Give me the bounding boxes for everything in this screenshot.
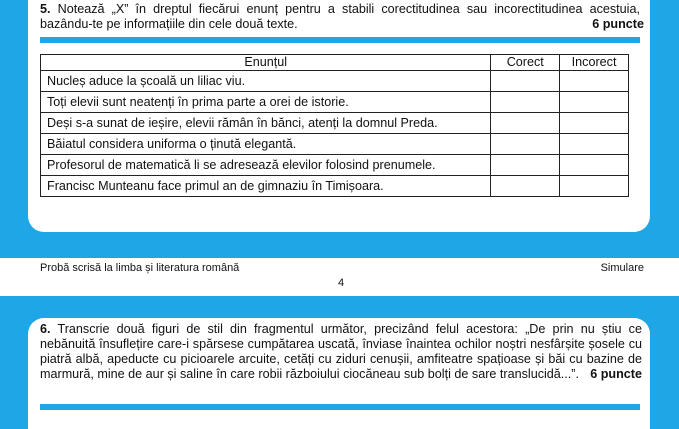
- footer-exam-type: Simulare: [600, 262, 644, 274]
- table-row: [41, 155, 629, 176]
- statement-cell: Băiatul considera uniforma o ținută elegantă.: [41, 134, 491, 155]
- correct-checkbox-cell[interactable]: [491, 92, 560, 113]
- incorrect-checkbox-cell[interactable]: [560, 113, 629, 134]
- question-5-number: 5.: [40, 2, 51, 16]
- question-5-text: [40, 2, 640, 32]
- incorrect-checkbox-cell[interactable]: [560, 92, 629, 113]
- header-incorrect: Incorect: [560, 55, 629, 71]
- question-6-instruction: Transcrie două figuri de stil din fragmentul următor, precizând felul acestora: „De prin nu știu ce nebănuită însuflețire care-i spărsese cumpătarea uscată, înviase înaintea ochilor noștri nesfârșite șosele cu piatră albă, apeducte cu picioarele arcuite, cetăți cu ziduri cenușii, amfiteatre spațioase și băi cu bazine de marmură, mine de aur și saline în care robii războiului ciocăneau sub bolți de sare translucidă...”.: [40, 322, 642, 381]
- answer-line: [40, 404, 640, 410]
- statement-cell: Profesorul de matematică li se adresează elevilor folosind prenumele.: [41, 155, 491, 176]
- table-header-row: [41, 55, 629, 71]
- question-6-points: 6 puncte: [590, 367, 642, 381]
- page-number: 4: [338, 277, 345, 289]
- statement-cell: Nucleș aduce la școală un liliac viu.: [41, 71, 491, 92]
- correct-checkbox-cell[interactable]: [491, 176, 560, 197]
- question-6-text: [40, 322, 642, 382]
- incorrect-checkbox-cell[interactable]: [560, 134, 629, 155]
- table-row: [41, 92, 629, 113]
- header-correct: Corect: [491, 55, 560, 71]
- statement-cell: Toți elevii sunt neatenți în prima parte a orei de istorie.: [41, 92, 491, 113]
- table-row: [41, 113, 629, 134]
- incorrect-checkbox-cell[interactable]: [560, 176, 629, 197]
- question-5-points: 6 puncte: [592, 17, 644, 31]
- statement-cell: Deși s-a sunat de ieșire, elevii rămân în bănci, atenți la domnul Preda.: [41, 113, 491, 134]
- incorrect-checkbox-cell[interactable]: [560, 155, 629, 176]
- header-statement: Enunțul: [41, 55, 491, 71]
- statements-table: [40, 54, 629, 197]
- statement-cell: Francisc Munteanu face primul an de gimnaziu în Timișoara.: [41, 176, 491, 197]
- answer-line: [40, 37, 640, 43]
- correct-checkbox-cell[interactable]: [491, 134, 560, 155]
- question-6-number: 6.: [40, 322, 51, 336]
- table-row: [41, 134, 629, 155]
- correct-checkbox-cell[interactable]: [491, 71, 560, 92]
- correct-checkbox-cell[interactable]: [491, 155, 560, 176]
- footer-exam-title: Probă scrisă la limba și literatura română: [40, 262, 240, 274]
- incorrect-checkbox-cell[interactable]: [560, 71, 629, 92]
- correct-checkbox-cell[interactable]: [491, 113, 560, 134]
- table-row: [41, 176, 629, 197]
- question-5-instruction: Notează „X” în dreptul fiecărui enunț pentru a stabili corectitudinea sau incorectitudinea acestuia, bazându-te pe informațiile din cele două texte.: [40, 2, 640, 31]
- table-row: [41, 71, 629, 92]
